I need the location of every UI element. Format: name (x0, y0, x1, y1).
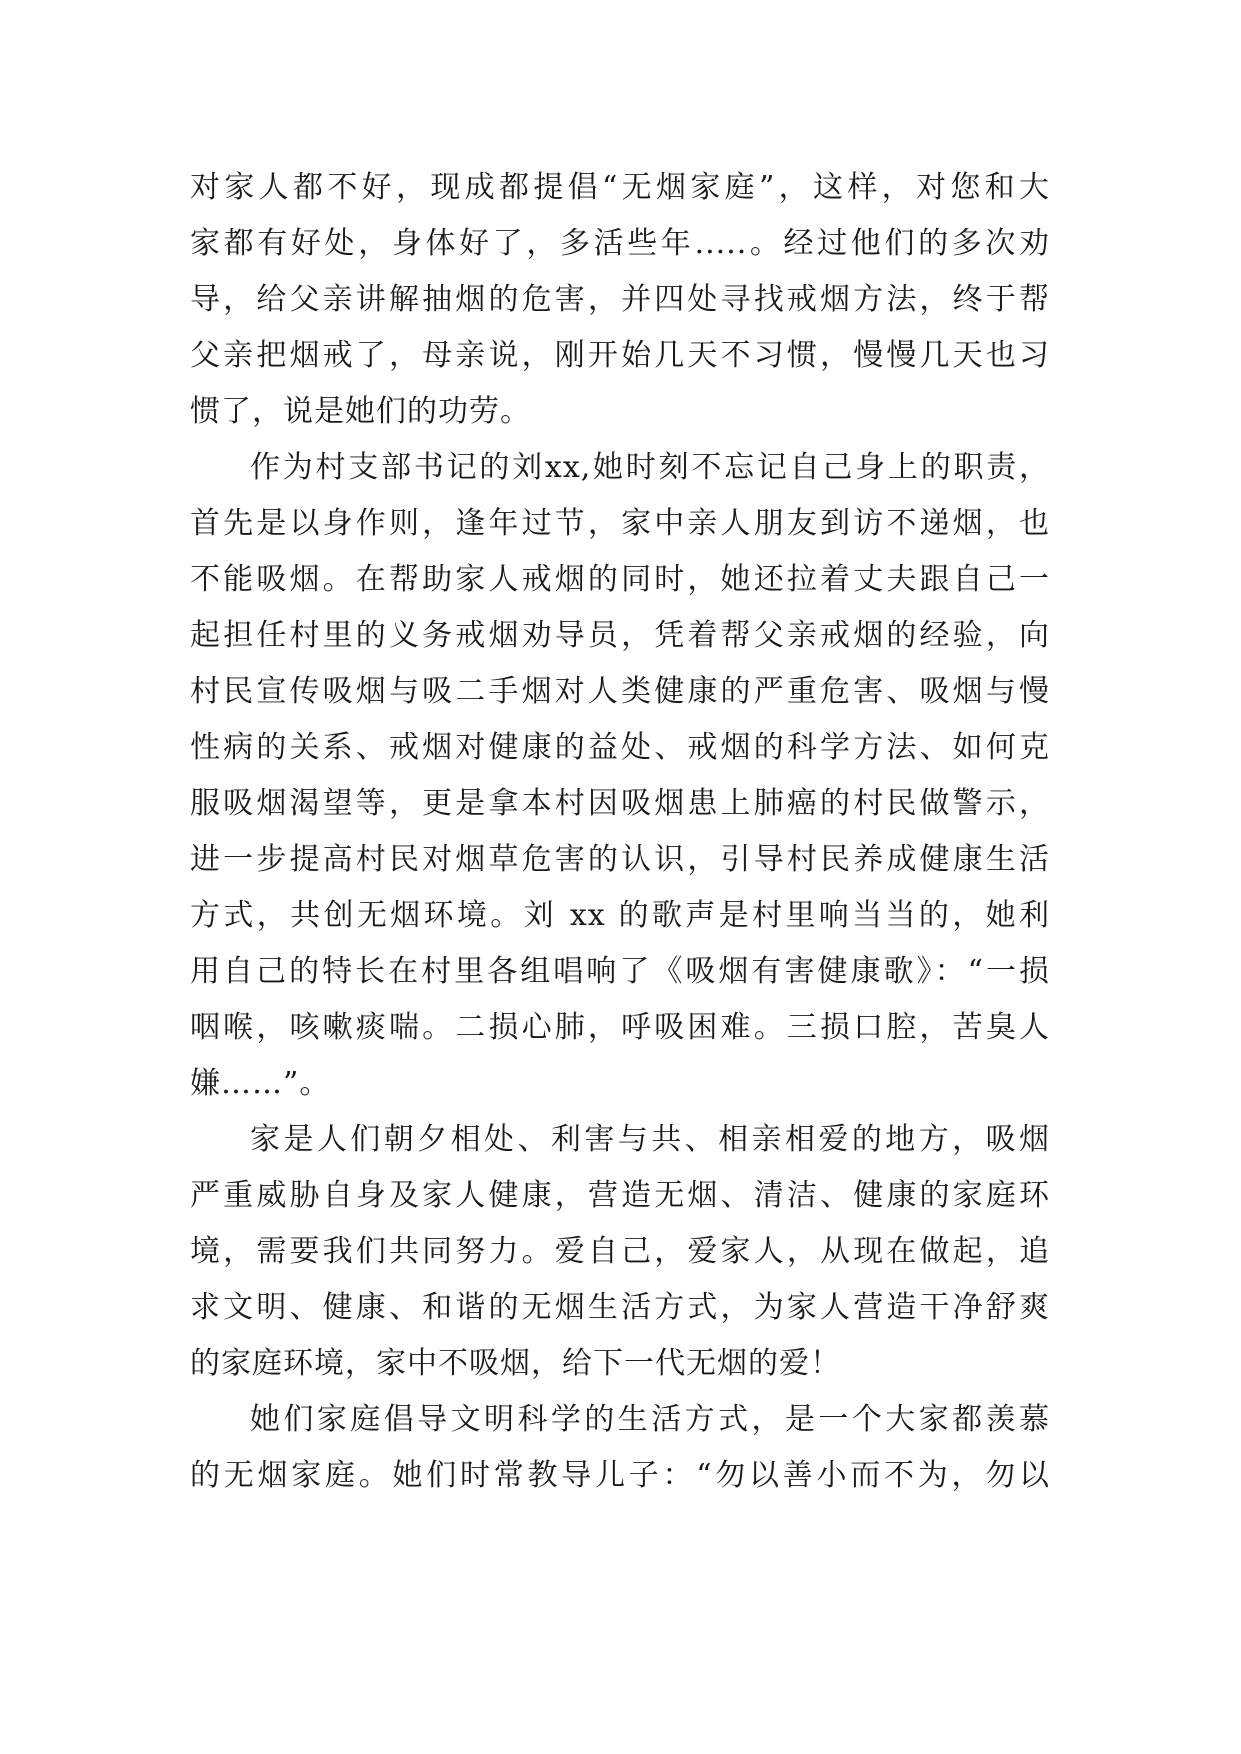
text-line: 方式，共创无烟环境。刘 xx 的歌声是村里响当当的，她利 (190, 898, 1050, 933)
text-line: 进一步提高村民对烟草危害的认识，引导村民养成健康生活 (190, 842, 1050, 877)
text-line: 的家庭环境，家中不吸烟，给下一代无烟的爱！ (190, 1346, 841, 1381)
text-line: 求文明、健康、和谐的无烟生活方式，为家人营造干净舒爽 (190, 1290, 1050, 1325)
text-line: 惯了，说是她们的功劳。 (190, 394, 531, 429)
text-line: 首先是以身作则，逢年过节，家中亲人朋友到访不递烟，也 (190, 506, 1050, 541)
text-line: 父亲把烟戒了，母亲说，刚开始几天不习惯，慢慢几天也习 (190, 338, 1050, 373)
text-line: 服吸烟渴望等，更是拿本村因吸烟患上肺癌的村民做警示， (190, 786, 1050, 821)
paragraph-first-line: 家是人们朝夕相处、利害与共、相亲相爱的地方，吸烟 (250, 1122, 1050, 1157)
text-line: 性病的关系、戒烟对健康的益处、戒烟的科学方法、如何克 (190, 730, 1050, 765)
text-line: 的无烟家庭。她们时常教导儿子：“勿以善小而不为，勿以 (190, 1458, 1050, 1493)
body-text (190, 160, 1050, 1504)
text-line: 家都有好处，身体好了，多活些年.....。经过他们的多次劝 (190, 226, 1050, 261)
text-line: 导，给父亲讲解抽烟的危害，并四处寻找戒烟方法，终于帮 (190, 282, 1050, 317)
text-line: 起担任村里的义务戒烟劝导员，凭着帮父亲戒烟的经验，向 (190, 618, 1050, 653)
text-line: 境，需要我们共同努力。爱自己，爱家人，从现在做起，追 (190, 1234, 1050, 1269)
paragraph-first-line: 她们家庭倡导文明科学的生活方式，是一个大家都羡慕 (250, 1402, 1050, 1437)
text-line: 用自己的特长在村里各组唱响了《吸烟有害健康歌》：“一损 (190, 954, 1050, 989)
text-line: 村民宣传吸烟与吸二手烟对人类健康的严重危害、吸烟与慢 (190, 674, 1050, 709)
text-line: 咽喉，咳嗽痰喘。二损心肺，呼吸困难。三损口腔，苦臭人 (190, 1010, 1050, 1045)
text-line: 不能吸烟。在帮助家人戒烟的同时，她还拉着丈夫跟自己一 (190, 562, 1050, 597)
text-line: 严重威胁自身及家人健康，营造无烟、清洁、健康的家庭环 (190, 1178, 1050, 1213)
text-line: 嫌……”。 (190, 1066, 331, 1101)
text-line: 对家人都不好，现成都提倡“无烟家庭”，这样，对您和大 (190, 170, 1050, 205)
paragraph-first-line: 作为村支部书记的刘xx,她时刻不忘记自己身上的职责， (250, 450, 1050, 485)
